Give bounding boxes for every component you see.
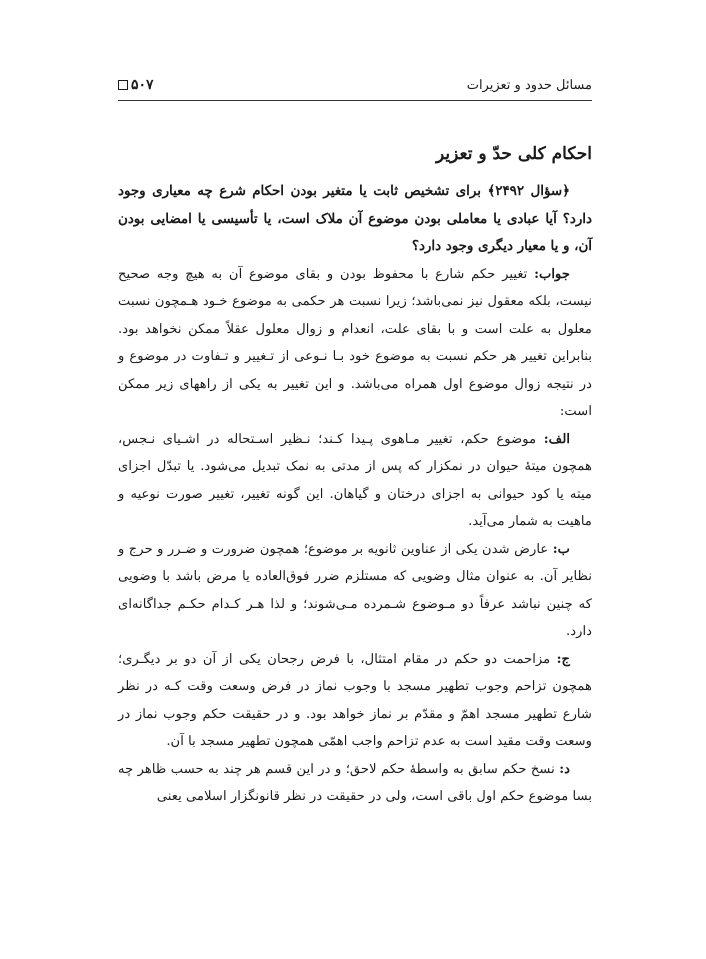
question-paragraph: ﴿سؤال ۲۴۹۲﴾ برای تشخیص ثابت یا متغیر بودن احکام شرع چه معیاری وجود دارد؟ آیا عبادی یا معاملی بودن موضوع آن ملاک است، یا تأسیسی یا امضایی بودن آن، و یا معیار دیگری وجود دارد؟: [118, 183, 592, 254]
item-text: عارض شدن یکی از عناوین ثانویه بر موضوع؛ همچون ضرورت و ضـرر و حرج و نظایر آن. به عنوان مثال وضویی که مستلزم ضرر فوق‌العاده یا مرض باشد با وضویی که چنین نباشد عرفاً دو مـوضوع شـمرده مـی‌شوند؛ و لذا هـر کـدام حکـم جداگانه‌ای دارد.: [118, 541, 592, 639]
answer-text: تغییر حکم شارع با محفوظ بودن و بقای موضوع آن به هیچ وجه صحیح نیست، بلکه معقول نیز نمی‌باشد؛ زیرا نسبت هر حکمی به موضوع خـود هـمچون نسبت معلول به علت است و با بقای علت، انعدام و زوال معلول عقلاً ممکن نخواهد بود. بنابراین تغییر هر حکم نسبت به موضوع خود بـا نـوعی از تـغییر و تـفاوت در موضوع و در نتیجه زوال موضوع اول همراه می‌باشد. و این تغییر به یکی از راههای زیر ممکن است:: [118, 266, 592, 419]
item-dal-paragraph: [118, 756, 592, 811]
page-number-block: [118, 76, 154, 94]
item-text: موضوع حکم، تغییر مـاهوی پـیدا کـند؛ نـظیر اسـتحاله در اشـیای نـجس، همچون میتهٔ حیوان در نمکزار که پس از مدتی به نمک تبدیل می‌شود. یا تبدّل اجزای میته یا کود حیوانی به اجزای درختان و گیاهان. این گونه تغییر، تغییر صورت نوعیه و ماهیت به شمار می‌آید.: [118, 431, 592, 529]
item-label: د:: [559, 761, 570, 777]
answer-label: جواب:: [534, 266, 570, 282]
item-alef-paragraph: [118, 426, 592, 536]
item-text: مزاحمت دو حکم در مقام امتثال، با فرض رجحان یکی از آن دو بر دیگـری؛ همچون تزاحم وجوب تطهیر مسجد با وجوب نماز در فرض وسعت وقت کـه در نظر شارع تطهیر مسجد اهمّ و مقدّم بر نماز خواهد بود. و در حقیقت حکم وجوب نماز در وسعت وقت مقید است به عدم تزاحم واجب اهمّی همچون تطهیر مسجد با آن.: [118, 651, 592, 749]
item-label: ب:: [552, 541, 570, 557]
page-header: [118, 74, 592, 98]
square-marker-icon: [118, 80, 128, 90]
page-body: [118, 140, 592, 811]
item-jim-paragraph: [118, 646, 592, 756]
header-divider: [118, 100, 592, 101]
page-number: ۵۰۷: [131, 77, 154, 93]
item-text: نسخ حکم سابق به واسطهٔ حکم لاحق؛ و در این قسم هر چند به حسب ظاهر چه بسا موضوع حکم اول باقی است، ولی در حقیقت در نظر قانونگزار اسلامی یعنی: [118, 761, 592, 804]
item-be-paragraph: [118, 536, 592, 646]
item-label: الف:: [543, 431, 570, 447]
item-label: ج:: [556, 651, 570, 667]
section-title: احکام کلی حدّ و تعزیر: [436, 144, 592, 164]
answer-paragraph: [118, 261, 592, 426]
running-title: مسائل حدود و تعزیرات: [466, 78, 592, 93]
